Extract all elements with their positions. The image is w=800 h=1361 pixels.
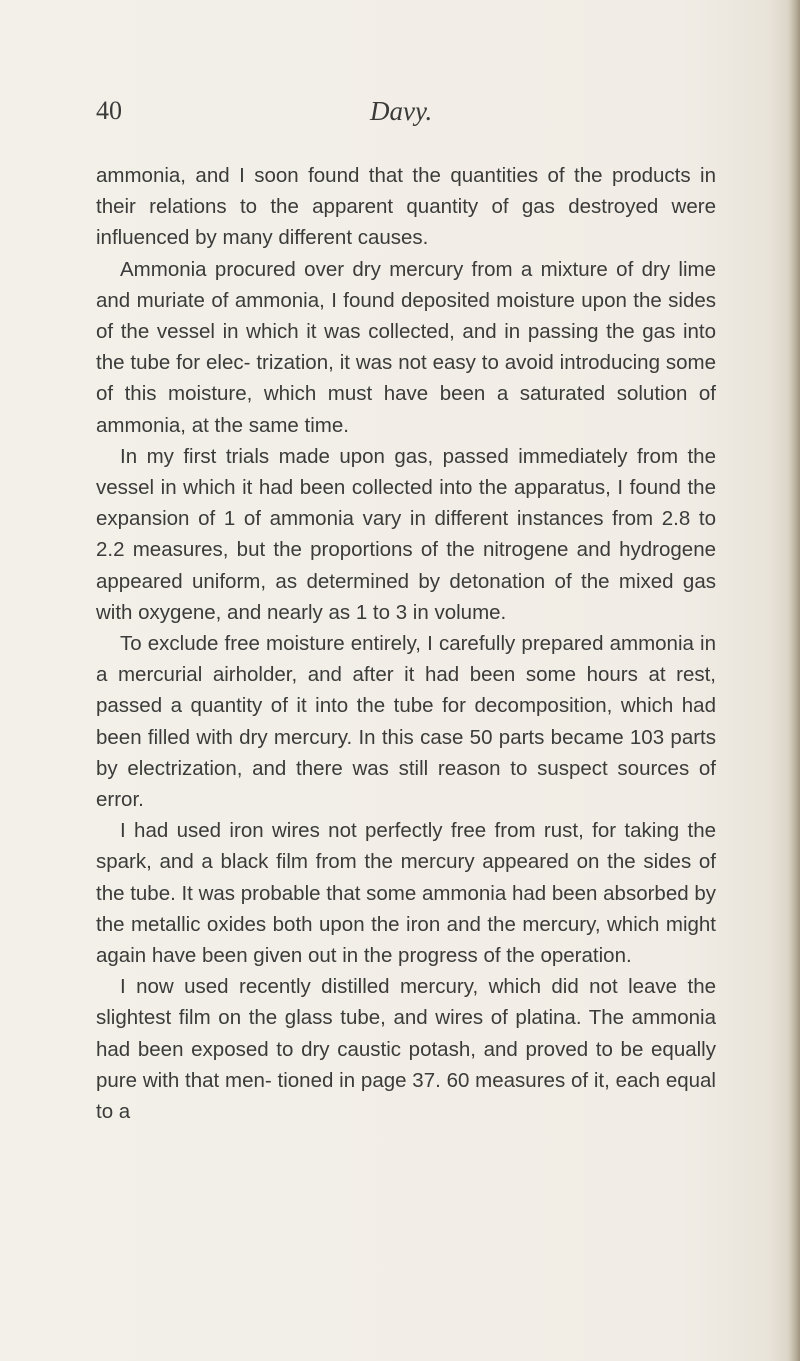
page-header: [96, 96, 696, 136]
paragraph-exclude-moisture: To exclude free moisture entirely, I carefully prepared ammonia in a mercurial airholder, and after it had been some hours at rest, passed a quantity of it into the tube for decomposition, which had been filled with dry mercury. In this case 50 parts became 103 parts by electrization, and there was still reason to suspect sources of error.: [96, 632, 716, 812]
page-edge-shadow: [788, 0, 800, 1361]
body-text: [96, 160, 716, 1127]
paragraph-distilled-mercury: I now used recently distilled mercury, which did not leave the slightest film on the glass tube, and wires of platina. The ammonia had been exposed to dry caustic potash, and proved to be equally pure with that men- tioned in page 37. 60 measures of it, each equal to a: [96, 975, 716, 1124]
paragraph-iron-wires: I had used iron wires not perfectly free from rust, for taking the spark, and a black film from the mercury appeared on the sides of the tube. It was probable that some ammonia had been absorbed by the metallic oxides both upon the iron and the mercury, which might again have been given out in the progress of the operation.: [96, 819, 716, 968]
paragraph-first-trials: In my first trials made upon gas, passed immediately from the vessel in which it had been collected into the apparatus, I found the expansion of 1 of ammonia vary in different instances from 2.8 to 2.2 measures, but the proportions of the nitrogene and hydrogene appeared uniform, as determined by detonation of the mixed gas with oxygene, and nearly as 1 to 3 in volume.: [96, 444, 716, 624]
page-number: 40: [96, 96, 122, 125]
paragraph-ammonia-procured: Ammonia procured over dry mercury from a mixture of dry lime and muriate of ammonia, I found deposited moisture upon the sides of the vessel in which it was collected, and in passing the gas into the tube for elec- trization, it was not easy to avoid introducing some of this moisture, which must have been a saturated solution of ammonia, at the same time.: [96, 257, 716, 437]
paragraph-continued: ammonia, and I soon found that the quantities of the products in their relations to the apparent quantity of gas destroyed were influenced by many different causes.: [96, 164, 716, 250]
running-head: Davy.: [370, 96, 433, 126]
